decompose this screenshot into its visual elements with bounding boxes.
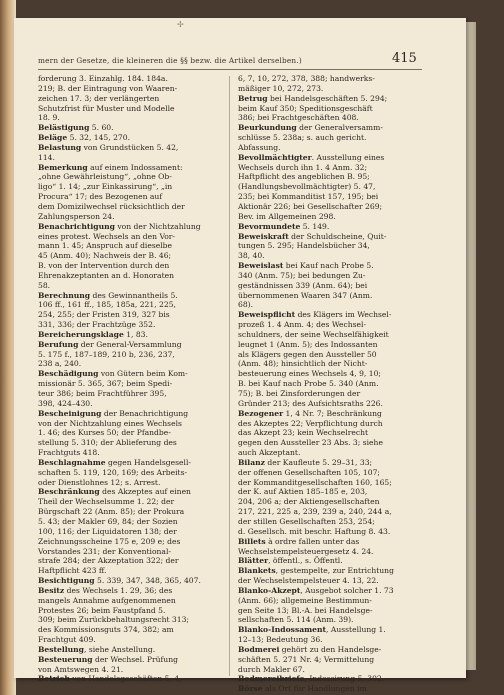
index-keyword: Bodmereibriefe bbox=[238, 674, 305, 684]
index-line: von der Nichtzahlung eines Wechsels bbox=[38, 418, 182, 428]
index-line: Berufung der General-Versammlung bbox=[38, 339, 182, 349]
index-keyword: Besteuerung bbox=[38, 654, 93, 664]
index-line: 6, 7, 10, 272, 378, 388; handwerks- bbox=[238, 74, 375, 83]
index-line: Wechsels durch ihn 1. 4 Anm. 32; bbox=[238, 162, 368, 172]
index-line: mangels Annahme aufgenommenen bbox=[38, 595, 176, 605]
index-line: 309; beim Zurückbehaltungsrecht 313; bbox=[38, 615, 189, 625]
index-keyword: Beurkundung bbox=[238, 123, 297, 133]
index-keyword: Blanko-Indossament bbox=[238, 625, 327, 635]
index-line: Beurkundung der Generalversamm- bbox=[238, 123, 383, 133]
index-line: schlüsse 5. 238a; s. auch gericht. bbox=[238, 133, 367, 143]
index-line: Besichtigung 5. 339, 347, 348, 365, 407. bbox=[38, 576, 201, 586]
index-line: d. Gesellsch. mit beschr. Haftung 8. 43. bbox=[238, 526, 391, 536]
index-line: Vorstandes 231; der Konventional- bbox=[38, 546, 171, 556]
index-line: der stillen Gesellschaften 253, 254; bbox=[238, 516, 375, 526]
index-line: zeichen 17. 3; der verlängerten bbox=[38, 93, 160, 103]
running-header: mern der Gesetze, die kleineren die §§ bezw. die Artikel derselben.) bbox=[38, 56, 302, 65]
index-line: Bevollmächtigter. Ausstellung eines bbox=[238, 152, 385, 162]
index-line: geständnissen 339 (Anm. 64); bei bbox=[238, 280, 368, 290]
index-line: 238 a, 240. bbox=[38, 359, 82, 369]
book-page bbox=[14, 18, 466, 694]
index-keyword: Belästigung bbox=[38, 123, 90, 133]
index-line: mann 1. 45; Anspruch auf dieselbe bbox=[38, 241, 173, 251]
index-keyword: Bilanz bbox=[238, 457, 265, 467]
index-line: Blanko-Akzept, Ausgebot solcher 1. 73 bbox=[238, 585, 394, 595]
index-keyword: Blankets bbox=[238, 566, 276, 576]
index-keyword: Bestellung bbox=[38, 644, 84, 654]
index-line: 58. bbox=[38, 280, 51, 290]
index-line: Beweispflicht des Klägers im Wechsel- bbox=[238, 310, 392, 320]
index-line: 398, 424–430. bbox=[38, 398, 93, 408]
index-line: Bürgschaft 22 (Anm. 85); der Prokura bbox=[38, 507, 185, 517]
index-line: gen Seite 13; Bl.-A. bei Handelsge- bbox=[238, 605, 373, 615]
header-rule bbox=[38, 69, 422, 70]
index-line: Benachrichtigung von der Nichtzahlung bbox=[38, 221, 201, 231]
index-line: 5. 175 f., 187–189, 210 b, 236, 237, bbox=[38, 349, 175, 359]
index-line: 235; bei Kommanditist 157, 195; bei bbox=[238, 192, 379, 202]
index-line: Bescheinigung der Benachrichtigung bbox=[38, 408, 189, 418]
index-keyword: Beweiskraft bbox=[238, 231, 289, 241]
index-line: Gründer 213; des Aufsichtsraths 226. bbox=[238, 398, 383, 408]
index-line: Bilanz der Kaufleute 5. 29–31, 33; bbox=[238, 457, 373, 467]
index-keyword: Beläge bbox=[38, 133, 68, 143]
index-line: Haftpflicht 423 ff. bbox=[38, 566, 107, 576]
index-line: 204, 206 a; der Aktiengesellschaften bbox=[238, 497, 380, 507]
index-line: Beweiskraft der Schuldscheine, Quit- bbox=[238, 231, 387, 241]
page-number: 415 bbox=[392, 51, 417, 66]
index-line: 217, 221, 225 a, 239, 239 a, 240, 244 a, bbox=[238, 507, 392, 517]
index-line: teur 386; beim Frachtführer 395, bbox=[38, 389, 167, 398]
index-line: der K. auf Aktien 185–185 e, 203, bbox=[238, 487, 368, 497]
index-keyword: Berufung bbox=[38, 339, 79, 349]
index-line: (Anm. 48); hinsichtlich der Nicht- bbox=[238, 359, 368, 369]
index-line: Wechselstempelsteuergesetz 4. 24. bbox=[238, 546, 374, 556]
index-line: Theil der Wechselsumme 1. 22; der bbox=[38, 497, 175, 507]
index-line: schäften 5. 271 Nr. 4; Vermittelung bbox=[238, 654, 375, 664]
index-line: B. bei Kauf nach Probe 5. 340 (Anm. bbox=[238, 379, 379, 389]
index-column-left bbox=[38, 74, 222, 684]
index-line: Betrug bei Handelsgeschäften 5. 294; bbox=[238, 93, 388, 103]
index-keyword: Beweislast bbox=[238, 261, 284, 271]
index-keyword: Beschlagnahme bbox=[38, 457, 106, 467]
index-keyword: Bescheinigung bbox=[38, 408, 102, 418]
index-keyword: Beweispflicht bbox=[238, 310, 296, 320]
index-line: von Amtswegen 4. 21. bbox=[38, 664, 124, 674]
index-keyword: Blätter bbox=[238, 556, 269, 566]
index-line: Billets à ordre fallen unter das bbox=[238, 536, 360, 546]
index-column-right bbox=[238, 74, 422, 694]
index-line: strafe 284; der Akzeptation 322; der bbox=[38, 556, 179, 566]
index-keyword: Bereicherungsklage bbox=[38, 329, 124, 339]
index-line: übernommenen Waaren 347 (Anm. bbox=[238, 290, 373, 300]
index-keyword: Belastung bbox=[38, 142, 82, 152]
index-line: ligo“ 1. 14; „zur Einkassirung“, „in bbox=[38, 182, 173, 192]
index-line: prozeß 1. 4 Anm. 4; des Wechsel- bbox=[238, 320, 367, 330]
index-line: sellschaften 5. 114 (Anm. 39). bbox=[238, 615, 354, 625]
index-line: Frachtgut 409. bbox=[38, 635, 96, 645]
index-line: Abfassung. bbox=[238, 142, 281, 152]
index-line: Bestellung, siehe Anstellung. bbox=[38, 644, 156, 654]
index-line: 106 ff., 161 ff., 185, 185a, 221, 225, bbox=[38, 300, 176, 310]
index-line: 45 (Anm. 40); Nachweis der B. 46; bbox=[38, 251, 172, 261]
index-line: 219; B. der Eintragung von Waaren- bbox=[38, 83, 178, 93]
column-divider bbox=[229, 76, 230, 676]
index-line: Belästigung 5. 60. bbox=[38, 123, 114, 133]
index-line: 386; bei Frachtgeschäften 408. bbox=[238, 113, 359, 123]
index-line: 331, 336; der Frachtzüge 352. bbox=[38, 320, 156, 330]
index-keyword: Bevormundete bbox=[238, 221, 301, 231]
index-line: stellung 5. 310; der Ablieferung des bbox=[38, 438, 177, 448]
index-line: der Kommanditgesellschaften 160, 165; bbox=[238, 477, 392, 487]
index-line: Zeichnungsscheine 175 e, 209 e; des bbox=[38, 536, 181, 546]
index-line: Bodmerei gehört zu den Handelsge- bbox=[238, 644, 382, 654]
index-line: Blanko-Indossament, Ausstellung 1. bbox=[238, 625, 386, 635]
index-line: das Akzept 23; kein Wechselrecht bbox=[238, 428, 369, 438]
index-line: Bemerkung auf einem Indossament: bbox=[38, 162, 183, 172]
index-line: Procura“ 17; des Bezogenen auf bbox=[38, 192, 163, 202]
page-edge bbox=[466, 22, 476, 670]
index-line: Schutzfrist für Muster und Modelle bbox=[38, 103, 175, 113]
index-line: tungen 5. 295; Handelsbücher 34, bbox=[238, 241, 370, 251]
index-line: „ohne Gewährleistung“, „ohne Ob- bbox=[38, 172, 172, 182]
index-line: Zahlungsperson 24. bbox=[38, 211, 115, 221]
index-line: missionär 5. 365, 367; beim Spedi- bbox=[38, 379, 173, 389]
index-keyword: Billets bbox=[238, 536, 266, 546]
index-line: auch Akzeptant. bbox=[238, 448, 301, 458]
index-line: 38, 40. bbox=[238, 251, 265, 261]
index-keyword: Bemerkung bbox=[38, 162, 88, 172]
index-line: 75); B. bei Zinsforderungen der bbox=[238, 389, 361, 398]
index-line: 254, 255; der Fristen 319, 327 bis bbox=[38, 310, 170, 320]
index-line: der offenen Gesellschaften 105, 107; bbox=[238, 467, 380, 477]
index-keyword: Besichtigung bbox=[38, 576, 95, 586]
index-line: schuldners, der seine Wechselfähigkeit bbox=[238, 329, 389, 339]
index-line: des Kommissionsguts 374, 382; am bbox=[38, 625, 174, 635]
index-line: Beschädigung von Gütern beim Kom- bbox=[38, 369, 188, 379]
index-line: 100, 116; der Liquidatoren 138; der bbox=[38, 526, 177, 536]
index-line: Besteuerung der Wechsel. Prüfung bbox=[38, 654, 178, 664]
index-line: schaften 5. 119, 120, 169; des Arbeits- bbox=[38, 467, 188, 477]
index-line: durch Makler 67. bbox=[238, 664, 305, 674]
index-line: 340 (Anm. 75); bei bedungen Zu- bbox=[238, 270, 366, 280]
index-line: Bezogener 1, 4 Nr. 7; Beschränkung bbox=[238, 408, 382, 418]
index-keyword: Beschädigung bbox=[38, 369, 99, 379]
index-line: Ehrenakzeptanten an d. Honoraten bbox=[38, 270, 175, 280]
ornament-icon: ✢ bbox=[177, 20, 184, 29]
index-line: 114. bbox=[38, 152, 55, 162]
index-line: Betrieb von Handelsgeschäften 5. 4, bbox=[38, 674, 182, 684]
index-keyword: Börse bbox=[238, 684, 263, 694]
index-keyword: Beschränkung bbox=[38, 487, 100, 497]
index-line: des Akzeptes 22; Verpflichtung durch bbox=[238, 418, 383, 428]
index-line: leugnet 1 (Anm. 5); des Indossanten bbox=[238, 339, 378, 349]
index-line: eines protest. Wechsels an den Vor- bbox=[38, 231, 176, 241]
index-line: (Handlungsbevollmächtigter) 5. 47, bbox=[238, 182, 376, 192]
index-keyword: Bodmerei bbox=[238, 644, 280, 654]
index-line: Bodmereibriefe, Indossirung 5. 302. bbox=[238, 674, 385, 684]
index-line: gegen den Aussteller 23 Abs. 3; siehe bbox=[238, 438, 383, 448]
index-line: Aktionär 226; bei Gesellschafter 269; bbox=[238, 201, 383, 211]
index-line: Börse als Ort für Handlungen im bbox=[238, 684, 367, 694]
index-line: Blankets, gestempelte, zur Entrichtung bbox=[238, 566, 394, 576]
index-keyword: Betrieb bbox=[38, 674, 70, 684]
index-line: 12–13; Bedeutung 36. bbox=[238, 635, 323, 645]
index-line: Berechnung des Gewinnantheils 5. bbox=[38, 290, 178, 300]
index-keyword: Blanko-Akzept bbox=[238, 585, 301, 595]
index-line: B. von der Intervention durch den bbox=[38, 261, 170, 271]
index-line: Beschränkung des Akzeptes auf einen bbox=[38, 487, 191, 497]
index-keyword: Betrug bbox=[238, 93, 268, 103]
index-keyword: Besitz bbox=[38, 585, 65, 595]
index-line: Frachtguts 418. bbox=[38, 448, 100, 458]
index-line: dem Domizilwechsel rücksichtlich der bbox=[38, 201, 185, 211]
index-line: Beschlagnahme gegen Handelsgesell- bbox=[38, 457, 191, 467]
index-line: Beweislast bei Kauf nach Probe 5. bbox=[238, 261, 374, 271]
index-line: mäßiger 10, 272, 273. bbox=[238, 83, 324, 93]
index-keyword: Bezogener bbox=[238, 408, 284, 418]
index-line: Bevormundete 5. 149. bbox=[238, 221, 330, 231]
index-line: (Anm. 66); allgemeine Bestimmun- bbox=[238, 595, 372, 605]
index-line: 5. 43; der Makler 69, 84; der Sozien bbox=[38, 516, 178, 526]
index-line: Bev. im Allgemeinen 298. bbox=[238, 211, 336, 221]
index-line: als Klägers gegen den Aussteller 50 bbox=[238, 349, 377, 359]
index-keyword: Benachrichtigung bbox=[38, 221, 115, 231]
index-line: beim Kauf 350; Speditionsgeschäft bbox=[238, 103, 373, 113]
index-line: Haftpflicht des angeblichen B. 95; bbox=[238, 172, 370, 182]
index-line: 68). bbox=[238, 300, 254, 310]
index-line: Besitz des Wechsels 1. 29, 36; des bbox=[38, 585, 173, 595]
index-line: Beläge 5. 32, 145, 270. bbox=[38, 133, 130, 143]
index-line: 1. 46; des Kurses 50; der Pfandbe- bbox=[38, 428, 171, 438]
index-keyword: Bevollmächtigter bbox=[238, 152, 312, 162]
index-line: Belastung von Grundstücken 5. 42, bbox=[38, 142, 179, 152]
index-line: Protestes 26; beim Faustpfand 5. bbox=[38, 605, 166, 615]
index-line: Blätter, öffentl., s. Öffentl. bbox=[238, 556, 343, 566]
index-keyword: Berechnung bbox=[38, 290, 91, 300]
index-line: der Wechselstempelsteuer 4. 13, 22. bbox=[238, 576, 379, 586]
index-line: Bereicherungsklage 1, 83. bbox=[38, 329, 148, 339]
index-line: oder Dienstlohnes 12; s. Arrest. bbox=[38, 477, 161, 487]
index-line: forderung 3. Einzahlg. 184. 184a. bbox=[38, 74, 168, 83]
index-line: 18. 9. bbox=[38, 113, 60, 123]
index-line: besteuerung eines Wechsels 4, 9, 10; bbox=[238, 369, 381, 379]
